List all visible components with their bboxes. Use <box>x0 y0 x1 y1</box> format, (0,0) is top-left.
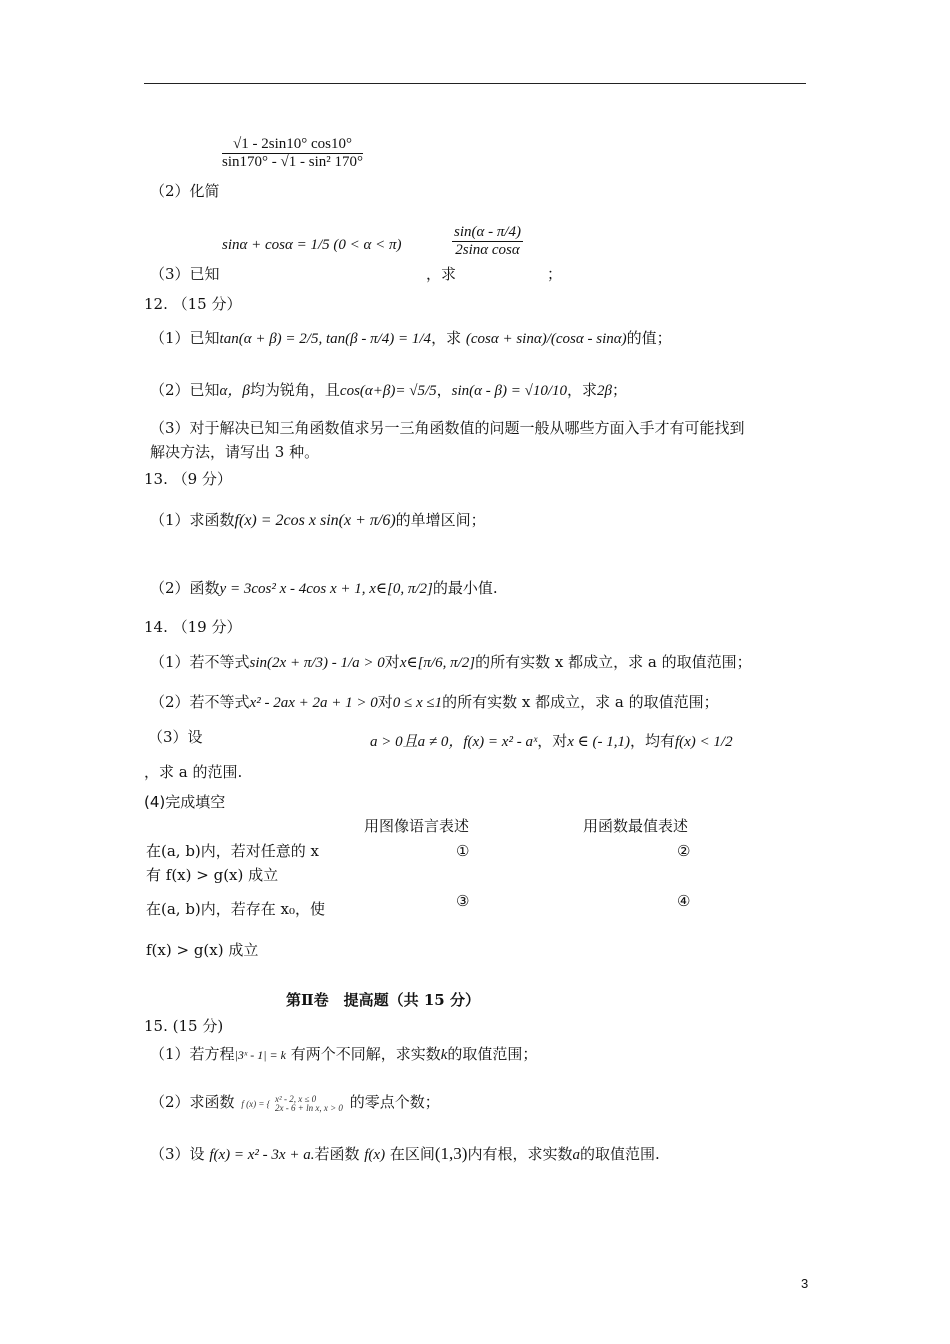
q11-p2-expression <box>222 136 363 171</box>
q11-p3-given: sinα + cosα = 1/5 (0 < α < π) <box>222 237 402 253</box>
q14-p3-expr: a > 0且a ≠ 0，f(x) = x² - aˣ，对x ∈ (- 1,1)，均有f(x) < 1/2 <box>370 732 733 750</box>
table-row1-line1: 在(a, b)内，若对任意的 x <box>146 842 320 860</box>
q15-p2-piecewise: f (x) = { x² - 2, x ≤ 0 2x - 6 + ln x, x > 0 <box>241 1094 343 1113</box>
table-row2-line2: f(x) > g(x) 成立 <box>146 941 259 959</box>
table-row1-line2: 有 f(x) > g(x) 成立 <box>146 866 279 884</box>
q11-p3-ask: ，求 <box>426 265 457 283</box>
q11-p3-end: ； <box>547 265 563 283</box>
table-col1-header: 用图像语言表述 <box>364 817 470 835</box>
q14-p4-heading: (4)完成填空 <box>144 793 226 811</box>
q15-p3: （3）设 f(x) = x² - 3x + a.若函数 f(x) 在区间(1,3)内有根，求实数a的取值范围. <box>150 1144 660 1163</box>
q12-p2: （2）已知α，β均为锐角，且cos(α+β)= √5/5，sin(α - β) = √10/10，求2β； <box>150 381 628 399</box>
q13-p1: （1）求函数f(x) = 2cos x sin(x + π/6)的单增区间； <box>150 511 486 529</box>
q11-p2-numerator: √1 - 2sin10° cos10° <box>222 136 363 154</box>
table-col2-header: 用函数最值表述 <box>583 817 689 835</box>
q12-p1: （1）已知tan(α + β) = 2/5, tan(β - π/4) = 1/4，求 (cosα + sinα)/(cosα - sinα)的值； <box>150 329 672 347</box>
q14-p1: （1）若不等式sin(2x + π/3) - 1/a > 0对x∈[π/6, π/2]的所有实数 x 都成立，求 a 的取值范围； <box>150 653 752 671</box>
part2-title: 第Ⅱ卷 提高题（共 15 分） <box>286 991 480 1009</box>
page-number: 3 <box>801 1276 809 1291</box>
q12-heading: 12. （15 分） <box>144 295 242 313</box>
table-row2-cell1: ③ <box>456 892 470 910</box>
q13-heading: 13. （9 分） <box>144 470 232 488</box>
q15-heading: 15. (15 分) <box>144 1017 224 1035</box>
header-rule <box>144 83 806 84</box>
table-row2-cell2: ④ <box>677 892 691 910</box>
q15-p2: （2）求函数 f (x) = { x² - 2, x ≤ 0 2x - 6 + ln x, x > 0 的零点个数； <box>150 1093 440 1113</box>
q11-p2-label: （2）化简 <box>150 182 220 200</box>
table-row1-cell1: ① <box>456 842 470 860</box>
q11-p2-denominator: sin170° - √1 - sin² 170° <box>222 154 363 170</box>
q12-p1-expr: tan(α + β) = 2/5, tan(β - π/4) = 1/4 <box>219 331 432 347</box>
q14-p3-line2: ，求 a 的范围. <box>144 763 243 781</box>
q14-p2: （2）若不等式x² - 2ax + 2a + 1 > 0对0 ≤ x ≤1的所有实数 x 都成立，求 a 的取值范围； <box>150 693 719 711</box>
q12-p1-target: (cosα + sinα)/(cosα - sinα) <box>465 331 627 347</box>
q15-p1: （1）若方程|3ˣ - 1| = k 有两个不同解，求实数k的取值范围； <box>150 1045 538 1063</box>
q14-p3-label: （3）设 <box>148 728 203 746</box>
q13-p2: （2）函数y = 3cos² x - 4cos x + 1, x∈[0, π/2]的最小值. <box>150 579 498 597</box>
q14-heading: 14. （19 分） <box>144 618 242 636</box>
q12-p3-line2: 解决方法，请写出 3 种。 <box>150 443 320 461</box>
table-row2-line1: 在(a, b)内，若存在 x₀，使 <box>146 900 326 918</box>
q11-p3-label: （3）已知 <box>150 265 220 283</box>
q11-p3-target: $\frac{\sin(\alpha - \pi/4)}{\text{2sinα cosα}}$ <box>454 224 522 258</box>
q12-p3-line1: （3）对于解决已知三角函数值求另一三角函数值的问题一般从哪些方面入手才有可能找到 <box>150 419 745 437</box>
table-row1-cell2: ② <box>677 842 691 860</box>
